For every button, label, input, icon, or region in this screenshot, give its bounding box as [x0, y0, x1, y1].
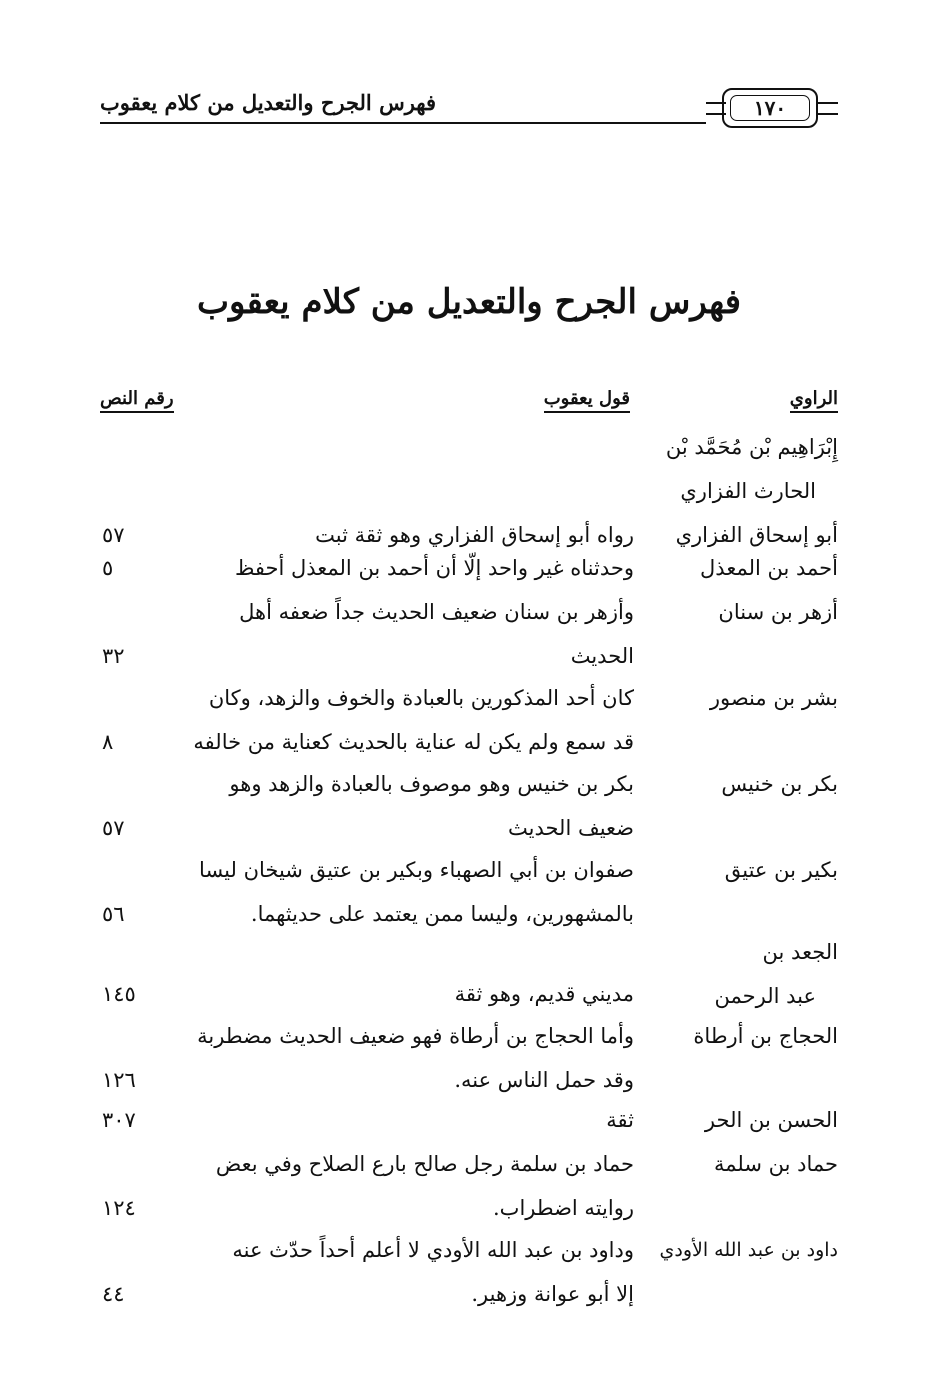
header-rule [100, 122, 706, 124]
text-number: ١٢٦ [102, 1068, 136, 1092]
column-header-narrator: الراوي [790, 388, 838, 409]
text-number: ٣٢ [102, 644, 125, 668]
running-title: فهرس الجرح والتعديل من كلام يعقوب [100, 90, 437, 115]
header-ornament-left [706, 102, 726, 115]
yaqub-saying: وأما الحجاج بن أرطاة فهو ضعيف الحديث مضطربة وقد حمل الناس عنه. [197, 1024, 634, 1092]
text-number: ٨ [102, 730, 114, 754]
narrator-name: أزهر بن سنان [718, 600, 838, 624]
narrator-name: داود بن عبد الله الأودي [659, 1239, 838, 1261]
text-number: ٣٠٧ [102, 1108, 136, 1132]
narrator-name: الحسن بن الحر [704, 1108, 838, 1132]
page-title: فهرس الجرح والتعديل من كلام يعقوب [196, 282, 742, 322]
running-header [100, 88, 838, 128]
text-number: ٥٧ [102, 816, 125, 840]
yaqub-saying: وحدثناه غير واحد إلّا أن أحمد بن المعذل أحفظ [234, 556, 634, 580]
page-number: ١٧٠ [730, 95, 810, 121]
text-number: ١٢٤ [102, 1196, 136, 1220]
yaqub-saying: ثقة [606, 1108, 634, 1132]
column-header-text-number: رقم النص [100, 388, 174, 409]
narrator-name: بكير بن عتيق [724, 858, 838, 882]
yaqub-saying: رواه أبو إسحاق الفزاري وهو ثقة ثبت [315, 523, 634, 547]
text-number: ٥٧ [102, 523, 125, 547]
narrator-name: إِبْرَاهِيم بْن مُحَمَّد بْن الحارث الفزاري أبو إسحاق الفزاري [665, 435, 838, 547]
yaqub-saying: بكر بن خنيس وهو موصوف بالعبادة والزهد وهو ضعيف الحديث [229, 772, 634, 840]
yaqub-saying: صفوان بن أبي الصهباء وبكير بن عتيق شيخان ليسا بالمشهورين، وليسا ممن يعتمد على حديثهما. [199, 858, 634, 926]
yaqub-saying: كان أحد المذكورين بالعبادة والخوف والزهد، وكان قد سمع ولم يكن له عناية بالحديث كعناية من خالفه [193, 686, 634, 754]
yaqub-saying: حماد بن سلمة رجل صالح بارع الصلاح وفي بعض روايته اضطراب. [215, 1152, 634, 1220]
text-number: ١٤٥ [102, 982, 136, 1006]
yaqub-saying: وداود بن عبد الله الأودي لا أعلم أحداً حدّث عنه إلا أبو عوانة وزهير. [232, 1238, 634, 1306]
narrator-name: الجعد بن عبد الرحمن [714, 940, 838, 1008]
page-number-frame [722, 88, 818, 128]
header-ornament-right [818, 102, 838, 115]
narrator-name: بشر بن منصور [709, 686, 838, 710]
text-number: ٥٦ [102, 902, 125, 926]
yaqub-saying: وأزهر بن سنان ضعيف الحديث جداً ضعفه أهل الحديث [239, 600, 634, 668]
narrator-name: أحمد بن المعذل [700, 556, 838, 580]
narrator-name: حماد بن سلمة [713, 1152, 838, 1176]
narrator-name: الحجاج بن أرطاة [693, 1024, 838, 1048]
text-number: ٥ [102, 556, 114, 580]
column-header-saying: قول يعقوب [544, 388, 630, 409]
narrator-name: بكر بن خنيس [721, 772, 838, 796]
text-number: ٤٤ [102, 1282, 125, 1306]
yaqub-saying: مديني قديم، وهو ثقة [454, 982, 634, 1006]
